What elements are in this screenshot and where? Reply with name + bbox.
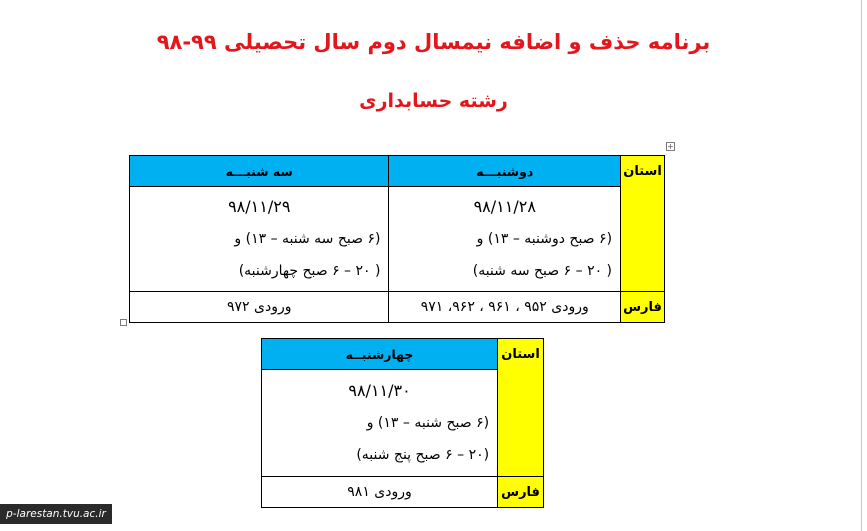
document-subtitle: رشته حسابداری: [359, 90, 508, 112]
province-header-cell[interactable]: [621, 156, 665, 292]
day-header-wednesday[interactable]: چهارشنبــه: [262, 339, 498, 370]
schedule-time-line-2: (۲۰ – ۶ صبح پنج شنبه): [356, 447, 490, 463]
schedule-table-2: [261, 338, 544, 508]
entry-cell-tuesday[interactable]: ورودی ۹۷۲: [130, 292, 389, 323]
schedule-date: ۹۸/۱۱/۲۸: [473, 197, 536, 216]
schedule-table-1: [129, 155, 665, 323]
table-move-handle-icon[interactable]: +: [667, 142, 674, 151]
province-header-label: استان: [501, 347, 540, 362]
province-name-cell[interactable]: فارس: [621, 292, 665, 323]
schedule-time-line-1: (۶ صبح سه شنبه – ۱۳) و: [234, 231, 381, 247]
day-header-tuesday[interactable]: سه شنبـــه: [130, 156, 389, 187]
province-header-cell[interactable]: [498, 339, 544, 477]
entry-cell-wednesday[interactable]: ورودی ۹۸۱: [262, 477, 498, 508]
schedule-cell-wednesday[interactable]: [262, 370, 498, 477]
document-title: برنامه حذف و اضافه نیمسال دوم سال تحصیلی ۹۹-۹۸: [156, 30, 711, 54]
province-name-cell[interactable]: فارس: [498, 477, 544, 508]
schedule-time-line-2: ( ۲۰ – ۶ صبح سه شنبه): [472, 263, 613, 279]
schedule-time-line-2: ( ۲۰ – ۶ صبح چهارشنبه): [238, 263, 381, 279]
schedule-date: ۹۸/۱۱/۲۹: [228, 197, 291, 216]
schedule-date: ۹۸/۱۱/۳۰: [348, 381, 411, 400]
schedule-time-line-1: (۶ صبح دوشنبه – ۱۳) و: [476, 231, 613, 247]
table-resize-handle-icon[interactable]: [120, 319, 127, 326]
schedule-time-line-1: (۶ صبح شنبه – ۱۳) و: [366, 415, 490, 431]
province-header-label: استان: [623, 164, 662, 179]
entry-cell-monday[interactable]: ورودی ۹۵۲ ، ۹۶۱ ، ۹۶۲، ۹۷۱: [389, 292, 621, 323]
schedule-cell-tuesday[interactable]: [130, 187, 389, 292]
schedule-cell-monday[interactable]: [389, 187, 621, 292]
site-watermark: p-larestan.tvu.ac.ir: [0, 504, 112, 524]
day-header-monday[interactable]: دوشنبـــه: [389, 156, 621, 187]
